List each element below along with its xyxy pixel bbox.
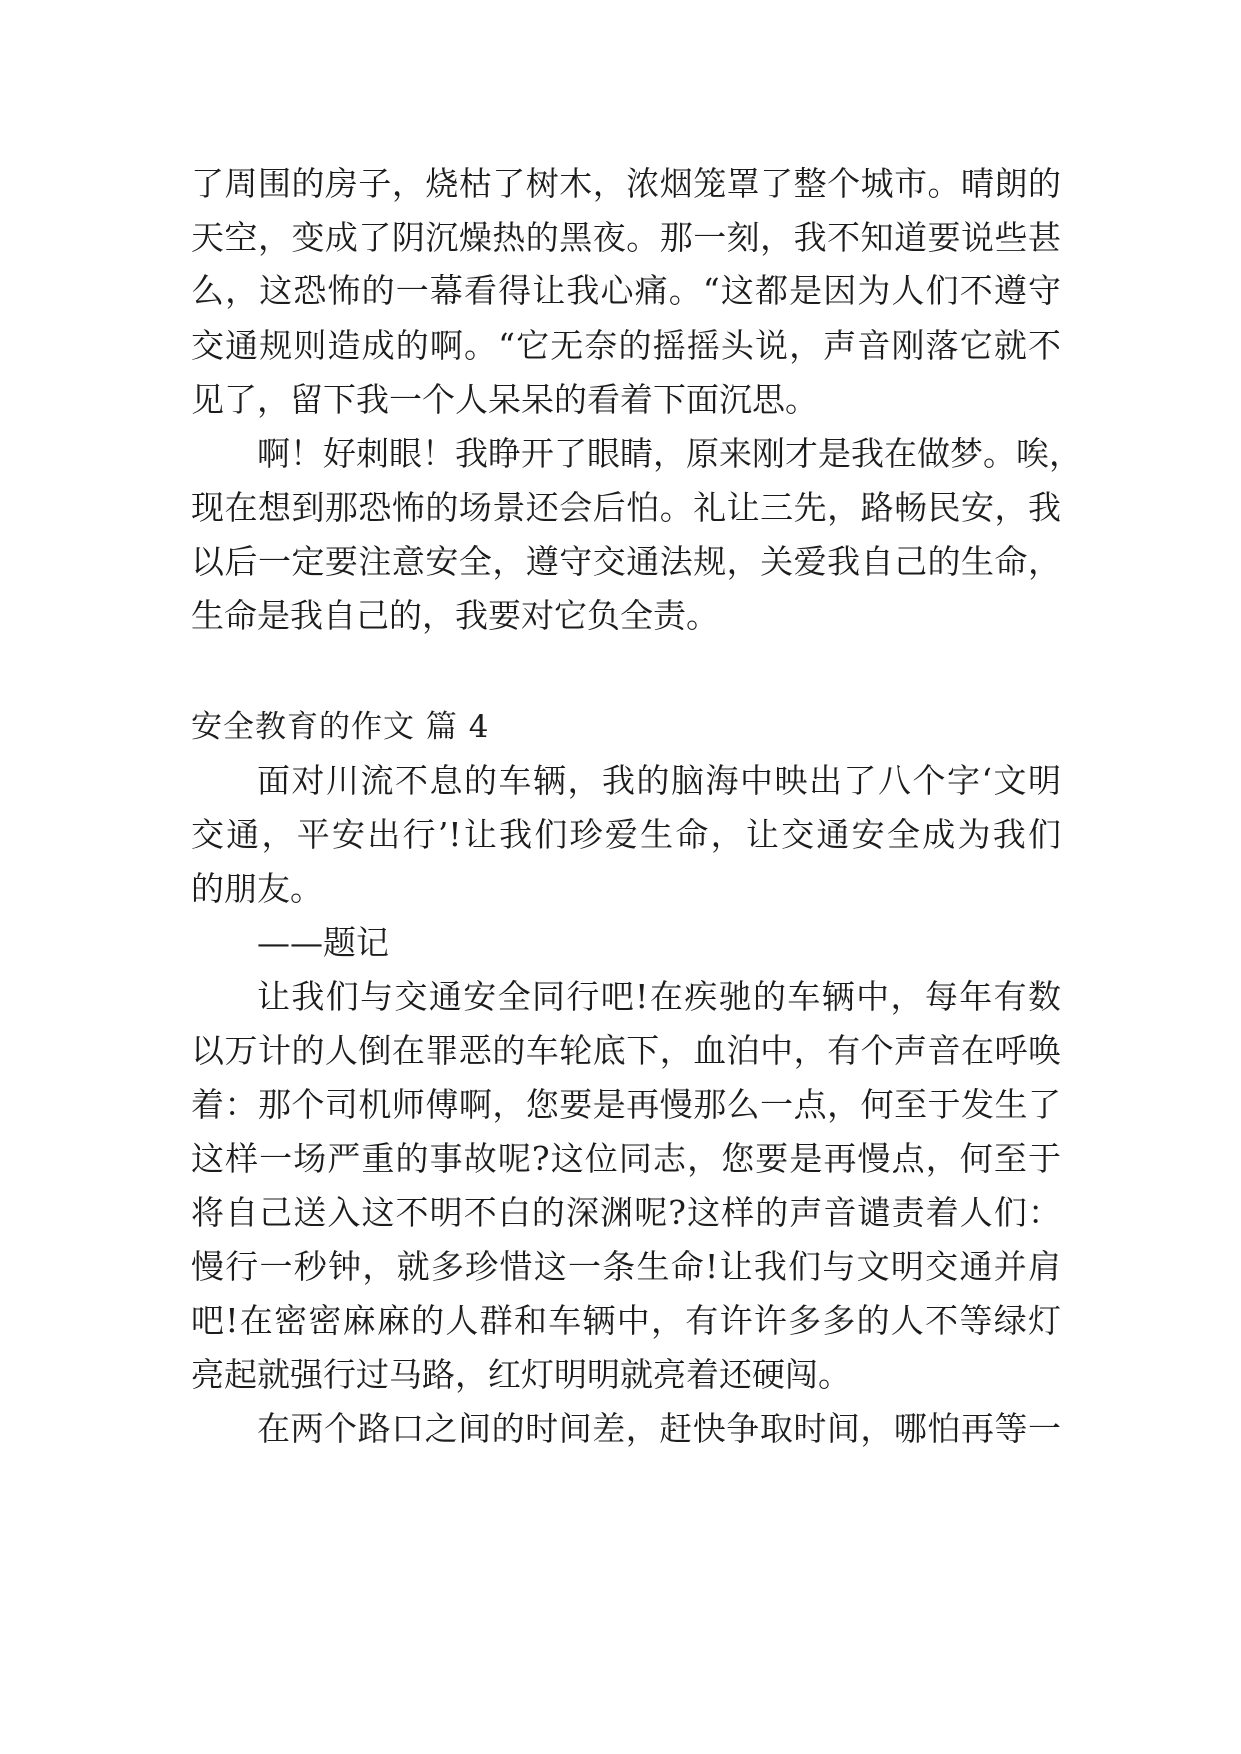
paragraph-line: 在两个路口之间的时间差，赶快争取时间，哪怕再等一 xyxy=(257,1409,1061,1448)
paragraph-line: 吧!在密密麻麻的人群和车辆中，有许许多多的人不等绿灯 xyxy=(191,1301,1061,1340)
paragraph-line: 交通，平安出行’!让我们珍爱生命，让交通安全成为我们 xyxy=(191,815,1061,854)
paragraph-line: 亮起就强行过马路，红灯明明就亮着还硬闯。 xyxy=(191,1355,851,1394)
paragraph-line: 这样一场严重的事故呢?这位同志，您要是再慢点，何至于 xyxy=(191,1139,1061,1178)
paragraph-line: 以后一定要注意安全，遵守交通法规，关爱我自己的生命， xyxy=(191,542,1061,581)
paragraph-line: 着：那个司机师傅啊，您要是再慢那么一点，何至于发生了 xyxy=(191,1085,1061,1124)
paragraph-line: 将自己送入这不明不白的深渊呢?这样的声音谴责着人们： xyxy=(191,1193,1061,1232)
paragraph-line: 见了，留下我一个人呆呆的看着下面沉思。 xyxy=(191,380,818,419)
section-heading: 安全教育的作文 篇 4 xyxy=(191,709,490,745)
paragraph-line: 以万计的人倒在罪恶的车轮底下，血泊中，有个声音在呼唤 xyxy=(191,1031,1061,1070)
paragraph-line: 了周围的房子，烧枯了树木，浓烟笼罩了整个城市。晴朗的 xyxy=(191,164,1061,203)
paragraph-line: 天空，变成了阴沉燥热的黑夜。那一刻，我不知道要说些甚 xyxy=(191,218,1061,257)
paragraph-line: 啊！好刺眼！我睁开了眼睛，原来刚才是我在做梦。唉， xyxy=(257,434,1082,473)
paragraph-line: 现在想到那恐怖的场景还会后怕。礼让三先，路畅民安，我 xyxy=(191,488,1061,527)
paragraph-line: 慢行一秒钟，就多珍惜这一条生命!让我们与文明交通并肩 xyxy=(191,1247,1061,1286)
paragraph-line: 让我们与交通安全同行吧!在疾驰的车辆中，每年有数 xyxy=(257,977,1061,1016)
paragraph-line: 的朋友。 xyxy=(191,869,323,908)
paragraph-line: 面对川流不息的车辆，我的脑海中映出了八个字‘文明 xyxy=(257,761,1061,800)
paragraph-line: 交通规则造成的啊。“它无奈的摇摇头说，声音刚落它就不 xyxy=(191,326,1061,365)
epigraph: ——题记 xyxy=(257,923,389,962)
paragraph-line: 么，这恐怖的一幕看得让我心痛。“这都是因为人们不遵守 xyxy=(191,271,1061,310)
paragraph-line: 生命是我自己的，我要对它负全责。 xyxy=(191,596,719,635)
